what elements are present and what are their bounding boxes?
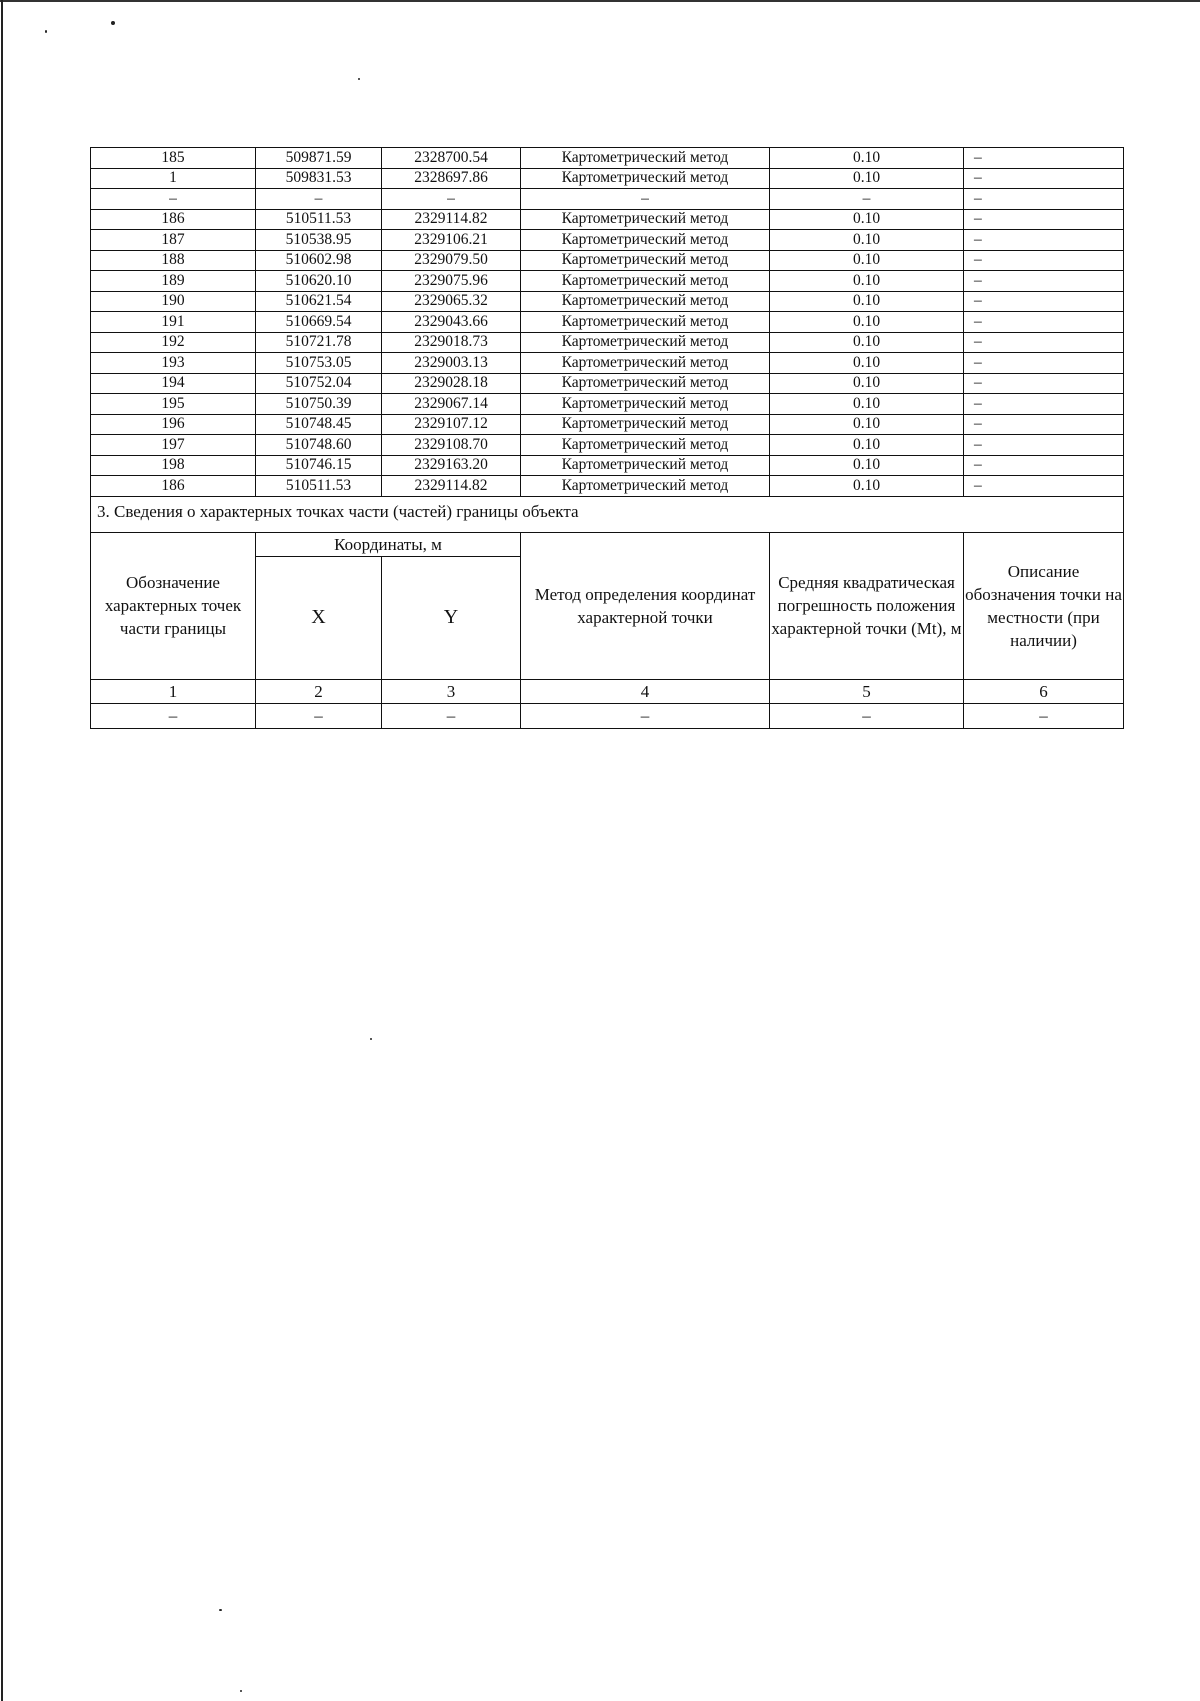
y-coordinate-cell: 2329075.96 bbox=[382, 271, 521, 292]
accuracy-cell: 0.10 bbox=[770, 291, 964, 312]
method-cell: Картометрический метод bbox=[521, 373, 770, 394]
accuracy-cell: 0.10 bbox=[770, 476, 964, 497]
method-cell: Картометрический метод bbox=[521, 168, 770, 189]
method-cell: Картометрический метод bbox=[521, 291, 770, 312]
column-number-cell: 4 bbox=[521, 679, 770, 703]
accuracy-cell: 0.10 bbox=[770, 435, 964, 456]
y-coordinate-cell: 2329108.70 bbox=[382, 435, 521, 456]
scan-top-edge bbox=[0, 0, 1200, 2]
header-point-designation: Обозначение характерных точек части границы bbox=[91, 532, 256, 679]
point-id-cell: 191 bbox=[91, 312, 256, 333]
point-id-cell: 196 bbox=[91, 414, 256, 435]
accuracy-cell: 0.10 bbox=[770, 209, 964, 230]
x-coordinate-cell: 510750.39 bbox=[256, 394, 382, 415]
header-x: X bbox=[256, 556, 382, 679]
description-cell: – bbox=[964, 373, 1124, 394]
y-coordinate-cell: 2329003.13 bbox=[382, 353, 521, 374]
accuracy-cell: 0.10 bbox=[770, 168, 964, 189]
method-cell: Картометрический метод bbox=[521, 312, 770, 333]
table-row bbox=[91, 435, 1124, 456]
x-coordinate-cell: 510721.78 bbox=[256, 332, 382, 353]
column-number-cell: 5 bbox=[770, 679, 964, 703]
description-cell: – bbox=[964, 312, 1124, 333]
table-row bbox=[91, 455, 1124, 476]
scan-left-edge bbox=[1, 0, 3, 1701]
table-row bbox=[91, 373, 1124, 394]
x-coordinate-cell: 509831.53 bbox=[256, 168, 382, 189]
table-row bbox=[91, 476, 1124, 497]
description-cell: – bbox=[964, 148, 1124, 169]
y-coordinate-cell: 2329114.82 bbox=[382, 476, 521, 497]
y-coordinate-cell: – bbox=[382, 189, 521, 210]
description-cell: – bbox=[964, 291, 1124, 312]
method-cell: Картометрический метод bbox=[521, 455, 770, 476]
point-id-cell: 197 bbox=[91, 435, 256, 456]
description-cell: – bbox=[964, 455, 1124, 476]
accuracy-cell: 0.10 bbox=[770, 455, 964, 476]
method-cell: Картометрический метод bbox=[521, 435, 770, 456]
accuracy-cell: 0.10 bbox=[770, 353, 964, 374]
description-cell: – bbox=[964, 271, 1124, 292]
point-id-cell: – bbox=[91, 189, 256, 210]
description-cell: – bbox=[964, 353, 1124, 374]
description-cell: – bbox=[964, 414, 1124, 435]
accuracy-cell: 0.10 bbox=[770, 312, 964, 333]
x-coordinate-cell: 510620.10 bbox=[256, 271, 382, 292]
boundary-points-body bbox=[91, 148, 1124, 497]
column-number-cell: 6 bbox=[964, 679, 1124, 703]
table-row bbox=[91, 189, 1124, 210]
table-row bbox=[91, 394, 1124, 415]
point-id-cell: 186 bbox=[91, 209, 256, 230]
boundary-points-table bbox=[90, 147, 1124, 497]
scan-speck bbox=[370, 1038, 372, 1040]
x-coordinate-cell: 509871.59 bbox=[256, 148, 382, 169]
section3-cell: – bbox=[91, 703, 256, 728]
x-coordinate-cell: 510621.54 bbox=[256, 291, 382, 312]
point-id-cell: 185 bbox=[91, 148, 256, 169]
x-coordinate-cell: 510669.54 bbox=[256, 312, 382, 333]
table-row bbox=[91, 353, 1124, 374]
table-row bbox=[91, 332, 1124, 353]
accuracy-cell: 0.10 bbox=[770, 148, 964, 169]
scan-speck bbox=[111, 21, 115, 25]
header-y: Y bbox=[382, 556, 521, 679]
description-cell: – bbox=[964, 189, 1124, 210]
method-cell: Картометрический метод bbox=[521, 250, 770, 271]
y-coordinate-cell: 2328700.54 bbox=[382, 148, 521, 169]
y-coordinate-cell: 2329079.50 bbox=[382, 250, 521, 271]
scan-speck bbox=[219, 1609, 222, 1611]
table-row bbox=[91, 168, 1124, 189]
description-cell: – bbox=[964, 168, 1124, 189]
accuracy-cell: 0.10 bbox=[770, 271, 964, 292]
description-cell: – bbox=[964, 209, 1124, 230]
accuracy-cell: 0.10 bbox=[770, 230, 964, 251]
y-coordinate-cell: 2329028.18 bbox=[382, 373, 521, 394]
x-coordinate-cell: 510753.05 bbox=[256, 353, 382, 374]
method-cell: Картометрический метод bbox=[521, 148, 770, 169]
scan-speck bbox=[358, 78, 360, 80]
column-number-cell: 1 bbox=[91, 679, 256, 703]
point-id-cell: 190 bbox=[91, 291, 256, 312]
scan-speck bbox=[45, 30, 47, 33]
y-coordinate-cell: 2329114.82 bbox=[382, 209, 521, 230]
accuracy-cell: 0.10 bbox=[770, 394, 964, 415]
column-number-cell: 3 bbox=[382, 679, 521, 703]
accuracy-cell: 0.10 bbox=[770, 373, 964, 394]
y-coordinate-cell: 2329163.20 bbox=[382, 455, 521, 476]
description-cell: – bbox=[964, 394, 1124, 415]
column-numbers-row bbox=[91, 679, 1124, 703]
header-method: Метод определения координат характерной точки bbox=[521, 532, 770, 679]
x-coordinate-cell: 510511.53 bbox=[256, 476, 382, 497]
header-description: Описание обозначения точки на местности (при наличии) bbox=[964, 532, 1124, 679]
point-id-cell: 198 bbox=[91, 455, 256, 476]
x-coordinate-cell: 510752.04 bbox=[256, 373, 382, 394]
accuracy-cell: 0.10 bbox=[770, 414, 964, 435]
method-cell: Картометрический метод bbox=[521, 353, 770, 374]
x-coordinate-cell: 510748.60 bbox=[256, 435, 382, 456]
column-number-cell: 2 bbox=[256, 679, 382, 703]
y-coordinate-cell: 2329067.14 bbox=[382, 394, 521, 415]
section3-table bbox=[90, 497, 1124, 729]
method-cell: Картометрический метод bbox=[521, 230, 770, 251]
point-id-cell: 193 bbox=[91, 353, 256, 374]
x-coordinate-cell: 510538.95 bbox=[256, 230, 382, 251]
y-coordinate-cell: 2329106.21 bbox=[382, 230, 521, 251]
point-id-cell: 187 bbox=[91, 230, 256, 251]
section3-cell: – bbox=[521, 703, 770, 728]
y-coordinate-cell: 2329065.32 bbox=[382, 291, 521, 312]
description-cell: – bbox=[964, 332, 1124, 353]
x-coordinate-cell: 510748.45 bbox=[256, 414, 382, 435]
x-coordinate-cell: 510511.53 bbox=[256, 209, 382, 230]
document-sheet bbox=[90, 147, 1123, 729]
method-cell: Картометрический метод bbox=[521, 209, 770, 230]
table-row bbox=[91, 250, 1124, 271]
table-row bbox=[91, 148, 1124, 169]
section3-cell: – bbox=[256, 703, 382, 728]
point-id-cell: 186 bbox=[91, 476, 256, 497]
header-accuracy: Средняя квадратическая погрешность положения характерной точки (Mt), м bbox=[770, 532, 964, 679]
accuracy-cell: 0.10 bbox=[770, 332, 964, 353]
table-row bbox=[91, 312, 1124, 333]
table-row bbox=[91, 703, 1124, 728]
description-cell: – bbox=[964, 435, 1124, 456]
x-coordinate-cell: 510602.98 bbox=[256, 250, 382, 271]
point-id-cell: 192 bbox=[91, 332, 256, 353]
x-coordinate-cell: – bbox=[256, 189, 382, 210]
x-coordinate-cell: 510746.15 bbox=[256, 455, 382, 476]
y-coordinate-cell: 2328697.86 bbox=[382, 168, 521, 189]
y-coordinate-cell: 2329043.66 bbox=[382, 312, 521, 333]
scan-speck bbox=[240, 1690, 242, 1692]
header-coordinates: Координаты, м bbox=[256, 532, 521, 556]
table-row bbox=[91, 230, 1124, 251]
point-id-cell: 194 bbox=[91, 373, 256, 394]
method-cell: Картометрический метод bbox=[521, 271, 770, 292]
method-cell: – bbox=[521, 189, 770, 210]
method-cell: Картометрический метод bbox=[521, 414, 770, 435]
method-cell: Картометрический метод bbox=[521, 332, 770, 353]
accuracy-cell: 0.10 bbox=[770, 250, 964, 271]
method-cell: Картометрический метод bbox=[521, 476, 770, 497]
table-row bbox=[91, 291, 1124, 312]
method-cell: Картометрический метод bbox=[521, 394, 770, 415]
y-coordinate-cell: 2329018.73 bbox=[382, 332, 521, 353]
point-id-cell: 189 bbox=[91, 271, 256, 292]
section3-cell: – bbox=[964, 703, 1124, 728]
table-row bbox=[91, 209, 1124, 230]
point-id-cell: 188 bbox=[91, 250, 256, 271]
section3-title: 3. Сведения о характерных точках части (частей) границы объекта bbox=[91, 497, 1124, 533]
description-cell: – bbox=[964, 230, 1124, 251]
section3-cell: – bbox=[382, 703, 521, 728]
point-id-cell: 1 bbox=[91, 168, 256, 189]
section3-cell: – bbox=[770, 703, 964, 728]
section3-body bbox=[91, 703, 1124, 728]
table-row bbox=[91, 414, 1124, 435]
accuracy-cell: – bbox=[770, 189, 964, 210]
description-cell: – bbox=[964, 250, 1124, 271]
description-cell: – bbox=[964, 476, 1124, 497]
point-id-cell: 195 bbox=[91, 394, 256, 415]
table-row bbox=[91, 271, 1124, 292]
y-coordinate-cell: 2329107.12 bbox=[382, 414, 521, 435]
